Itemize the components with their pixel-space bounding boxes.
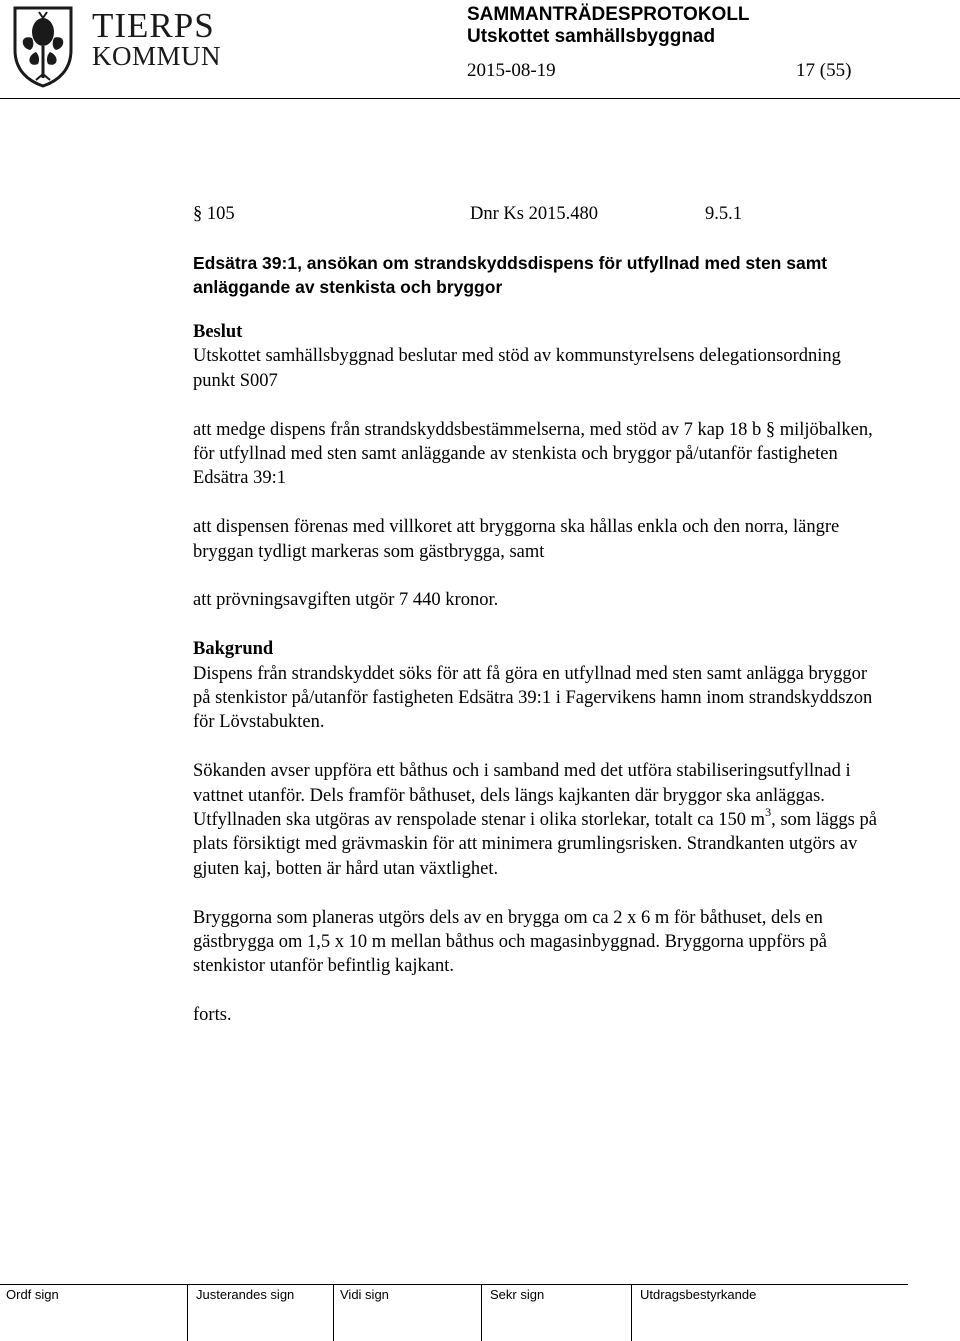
page-number: 17 (55) xyxy=(796,60,852,81)
document-type: SAMMANTRÄDESPROTOKOLL xyxy=(467,4,750,25)
signature-cell-secretary xyxy=(481,1284,632,1341)
decision-intro: Utskottet samhällsbyggnad beslutar med stöd av kommunstyrelsens delegationsordning punkt S007 xyxy=(193,346,841,391)
continued-marker: forts. xyxy=(193,1005,232,1026)
signature-cell-chair xyxy=(0,1284,187,1341)
signature-cell-adjuster xyxy=(187,1284,334,1341)
signature-label: Sekr sign xyxy=(490,1287,545,1302)
decision-heading: Beslut xyxy=(193,322,243,342)
signature-cell-extract xyxy=(631,1284,909,1341)
document-body xyxy=(193,202,883,1028)
signature-cell-vidi xyxy=(333,1284,482,1341)
diary-number: Dnr Ks 2015.480 xyxy=(470,204,598,224)
section-number: § 105 xyxy=(193,204,235,224)
signature-label: Utdragsbestyrkande xyxy=(640,1287,757,1302)
logo-text-kommun: KOMMUN xyxy=(92,41,222,71)
signature-label: Ordf sign xyxy=(6,1287,59,1302)
decision-point: att prövningsavgiften utgör 7 440 kronor. xyxy=(193,590,499,611)
case-title: Edsätra 39:1, ansökan om strandskyddsdispens för utfyllnad med sten samt anläggande av stenkista och bryggor xyxy=(193,253,828,297)
superscript-cubed: 3 xyxy=(765,804,772,819)
signature-label: Justerandes sign xyxy=(196,1287,295,1302)
signature-label: Vidi sign xyxy=(340,1287,389,1302)
background-heading: Bakgrund xyxy=(193,639,274,660)
signature-bar xyxy=(0,1284,960,1341)
header-divider xyxy=(0,98,960,99)
background-paragraph: Bryggorna som planeras utgörs dels av en brygga om ca 2 x 6 m för båthuset, dels en gästbrygga om 1,5 x 10 m mellan båthus och magasinbyggnad. Bryggorna uppförs på stenkistor utanför befintlig kajkant. xyxy=(193,907,828,977)
background-paragraph: Dispens från strandskyddet söks för att få göra en utfyllnad med sten samt anlägga bryggor på stenkistor på/utanför fastigheten Edsätra 39:1 i Fagervikens hamn inom strandskyddszon för Lövstabukten. xyxy=(193,663,873,733)
classification-code: 9.5.1 xyxy=(705,204,742,224)
committee-name: Utskottet samhällsbyggnad xyxy=(467,26,716,47)
tierp-coat-of-arms-icon xyxy=(12,4,74,88)
item-reference-line xyxy=(193,202,883,228)
background-paragraph xyxy=(193,759,883,881)
meeting-date: 2015-08-19 xyxy=(467,60,556,81)
background-text: , som läggs på plats försiktigt med grävmaskin för att minimera grumlingsrisken. Strandkanten utgörs av gjuten kaj, botten är hård utan växtlighet. xyxy=(193,810,877,879)
decision-point: att dispensen förenas med villkoret att bryggorna ska hållas enkla och den norra, längre bryggan tydligt markeras som gästbrygga, samt xyxy=(193,517,840,562)
logo-text-tierps: TIERPS xyxy=(92,6,215,45)
decision-point: att medge dispens från strandskyddsbestämmelserna, med stöd av 7 kap 18 b § miljöbalken, för utfyllnad med sten samt anläggande av stenkista och bryggor på/utanför fastigheten Edsätra 39:1 xyxy=(193,419,873,489)
municipality-logo xyxy=(12,4,222,88)
background-text: Sökanden avser uppföra ett båthus och i samband med det utföra stabiliseringsutfyllnad i vattnet utanför. Dels framför båthuset, dels längs kajkanten där bryggor ska anläggas. Utfyllnaden ska utgöras av renspolade stenar i olika storlekar, totalt ca 150 m xyxy=(193,761,851,831)
